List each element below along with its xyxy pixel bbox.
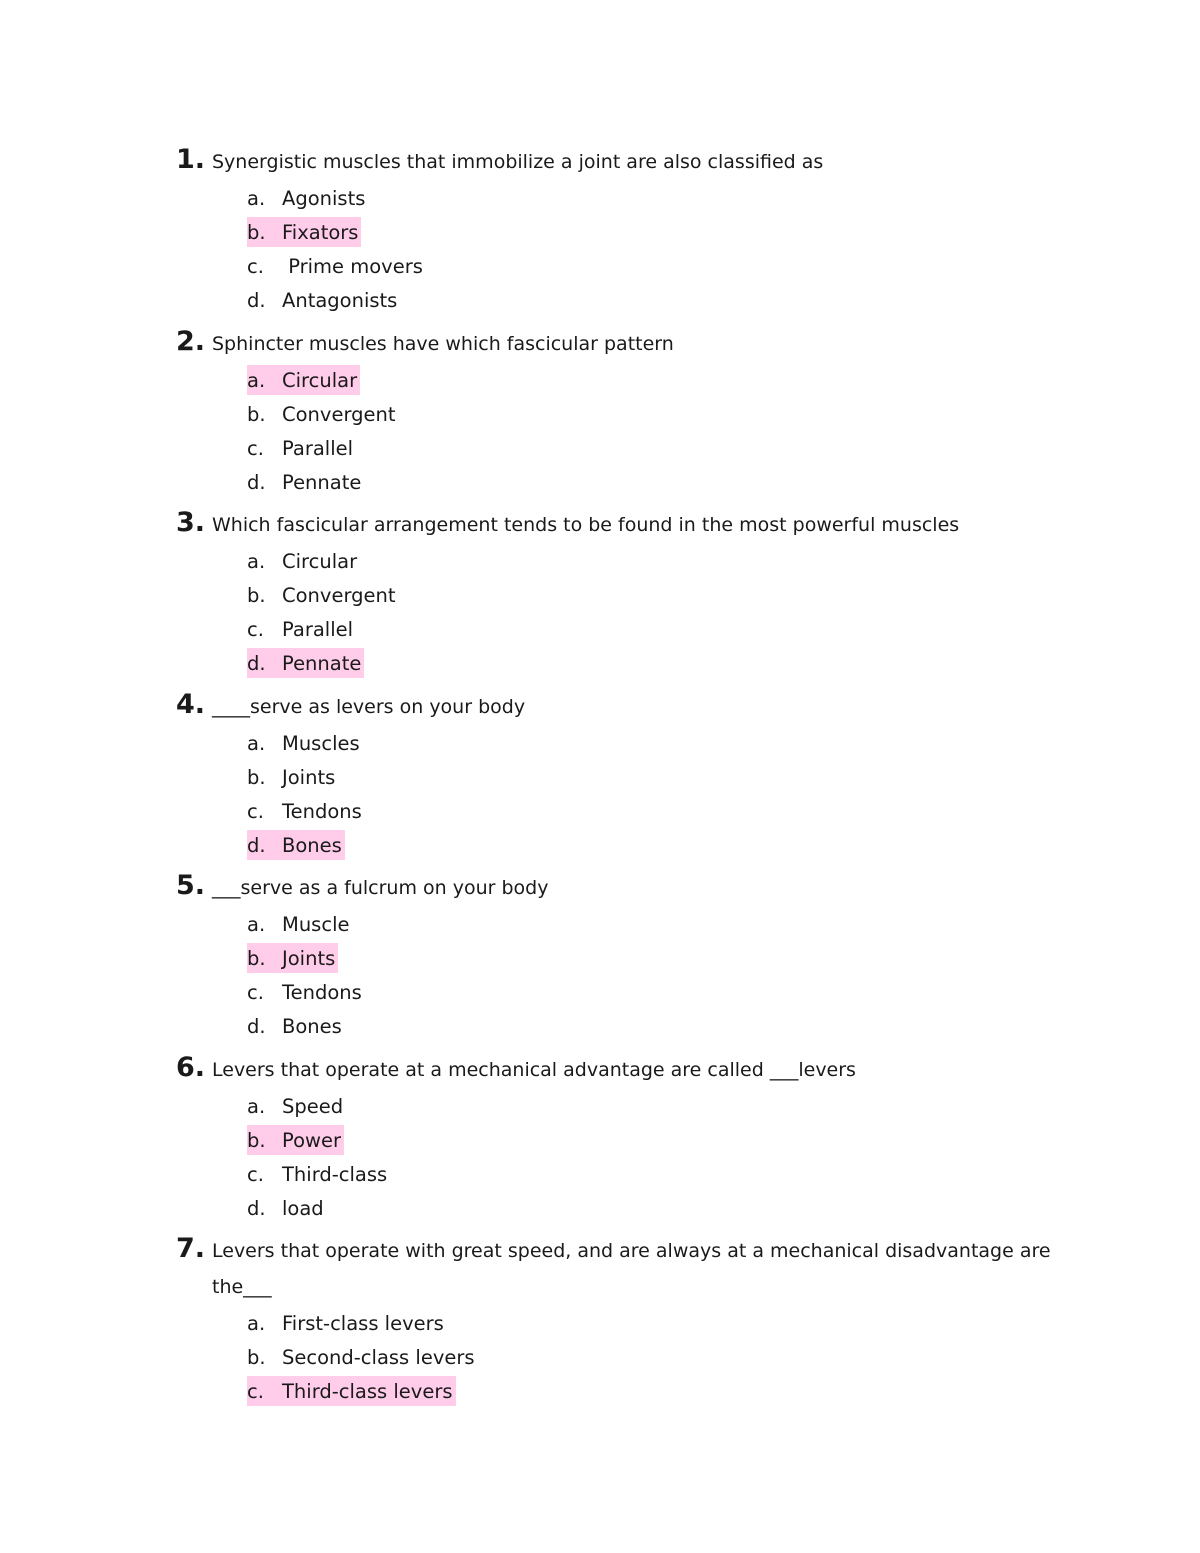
option-letter: a. <box>247 1311 266 1335</box>
answer-options <box>176 907 1076 1043</box>
question-number: 6. <box>176 1052 206 1083</box>
option-text: Pennate <box>282 651 362 675</box>
question-number: 5. <box>176 870 206 901</box>
option-letter: c. <box>247 799 264 823</box>
option-text: Circular <box>282 368 358 392</box>
option-text: Fixators <box>282 220 359 244</box>
answer-option-b[interactable] <box>247 760 1076 794</box>
option-letter: b. <box>247 765 266 789</box>
option-text: First-class levers <box>282 1311 444 1335</box>
answer-option-d[interactable] <box>247 828 1076 862</box>
option-text: Tendons <box>282 799 362 823</box>
option-text: Convergent <box>282 583 396 607</box>
answer-option-d[interactable] <box>247 1009 1076 1043</box>
answer-option-d[interactable] <box>247 283 1076 317</box>
question-number: 2. <box>176 326 206 357</box>
option-letter: b. <box>247 583 266 607</box>
answer-options <box>176 363 1076 499</box>
option-letter: d. <box>247 651 266 675</box>
option-text: Parallel <box>282 436 354 460</box>
answer-option-c[interactable] <box>247 794 1076 828</box>
option-letter: d. <box>247 1014 266 1038</box>
answer-option-a[interactable] <box>247 726 1076 760</box>
option-text: Parallel <box>282 617 354 641</box>
answer-option-b[interactable] <box>247 215 1076 249</box>
option-text: Third-class levers <box>282 1379 453 1403</box>
option-letter: b. <box>247 1128 266 1152</box>
answer-option-c[interactable] <box>247 612 1076 646</box>
option-letter: c. <box>247 980 264 1004</box>
option-text: Agonists <box>282 186 366 210</box>
question-text: ____serve as levers on your body <box>212 696 526 718</box>
answer-option-b[interactable] <box>247 1123 1076 1157</box>
option-letter: c. <box>247 436 264 460</box>
option-text: Convergent <box>282 402 396 426</box>
answer-option-c[interactable] <box>247 431 1076 465</box>
question-text: Sphincter muscles have which fascicular pattern <box>212 333 674 355</box>
answer-option-c[interactable] <box>247 1374 1076 1408</box>
option-text: Power <box>282 1128 341 1152</box>
option-letter: d. <box>247 1196 266 1220</box>
answer-option-a[interactable] <box>247 363 1076 397</box>
option-letter: a. <box>247 731 266 755</box>
option-text: load <box>282 1196 324 1220</box>
option-text: Bones <box>282 1014 342 1038</box>
correct-answer-highlight <box>247 943 338 973</box>
answer-option-c[interactable] <box>247 1157 1076 1191</box>
option-letter: a. <box>247 912 266 936</box>
answer-option-b[interactable] <box>247 397 1076 431</box>
option-text: Antagonists <box>282 288 398 312</box>
question-number: 4. <box>176 689 206 720</box>
answer-option-a[interactable] <box>247 907 1076 941</box>
question-text: Which fascicular arrangement tends to be found in the most powerful muscles <box>212 514 960 536</box>
correct-answer-highlight <box>247 1125 344 1155</box>
answer-option-a[interactable] <box>247 1306 1076 1340</box>
answer-options <box>176 1306 1076 1408</box>
question-number: 1. <box>176 144 206 175</box>
answer-option-a[interactable] <box>247 1089 1076 1123</box>
answer-options <box>176 1089 1076 1225</box>
correct-answer-highlight <box>247 648 364 678</box>
question-1 <box>176 143 1076 317</box>
option-text: Third-class <box>282 1162 388 1186</box>
option-text: Muscle <box>282 912 350 936</box>
answer-option-d[interactable] <box>247 465 1076 499</box>
option-text: Pennate <box>282 470 362 494</box>
option-letter: b. <box>247 1345 266 1369</box>
answer-option-c[interactable] <box>247 975 1076 1009</box>
option-text: Circular <box>282 549 358 573</box>
option-letter: b. <box>247 220 266 244</box>
answer-options <box>176 726 1076 862</box>
option-text: Second-class levers <box>282 1345 475 1369</box>
question-6 <box>176 1051 1076 1225</box>
question-number: 7. <box>176 1233 206 1264</box>
answer-option-d[interactable] <box>247 1191 1076 1225</box>
option-letter: b. <box>247 402 266 426</box>
option-letter: a. <box>247 1094 266 1118</box>
correct-answer-highlight <box>247 830 345 860</box>
question-4 <box>176 688 1076 862</box>
answer-option-b[interactable] <box>247 1340 1076 1374</box>
option-letter: c. <box>247 254 264 278</box>
question-5 <box>176 869 1076 1043</box>
option-letter: d. <box>247 833 266 857</box>
option-letter: d. <box>247 288 266 312</box>
option-text: Joints <box>282 946 336 970</box>
option-text: Speed <box>282 1094 344 1118</box>
question-text: ___serve as a fulcrum on your body <box>212 877 549 899</box>
option-letter: d. <box>247 470 266 494</box>
option-text: Bones <box>282 833 342 857</box>
option-text: Joints <box>282 765 336 789</box>
correct-answer-highlight <box>247 365 360 395</box>
option-text: Tendons <box>282 980 362 1004</box>
option-letter: a. <box>247 368 266 392</box>
option-letter: a. <box>247 186 266 210</box>
option-letter: c. <box>247 1379 264 1403</box>
answer-option-c[interactable] <box>247 249 1076 283</box>
correct-answer-highlight <box>247 217 361 247</box>
question-text: Levers that operate with great speed, and are always at a mechanical disadvantage are <box>212 1240 1051 1262</box>
answer-options <box>176 181 1076 317</box>
question-text-continued: the___ <box>212 1276 272 1298</box>
answer-option-d[interactable] <box>247 646 1076 680</box>
option-text: Muscles <box>282 731 360 755</box>
answer-option-b[interactable] <box>247 578 1076 612</box>
answer-option-a[interactable] <box>247 181 1076 215</box>
answer-option-a[interactable] <box>247 544 1076 578</box>
answer-options <box>176 544 1076 680</box>
question-3 <box>176 506 1076 680</box>
option-letter: b. <box>247 946 266 970</box>
option-letter: a. <box>247 549 266 573</box>
option-text: Prime movers <box>282 254 423 278</box>
question-text: Synergistic muscles that immobilize a joint are also classified as <box>212 151 824 173</box>
question-7 <box>176 1232 1076 1408</box>
option-letter: c. <box>247 1162 264 1186</box>
answer-option-b[interactable] <box>247 941 1076 975</box>
question-2 <box>176 325 1076 499</box>
question-text: Levers that operate at a mechanical advantage are called ___levers <box>212 1059 856 1081</box>
option-letter: c. <box>247 617 264 641</box>
question-number: 3. <box>176 507 206 538</box>
correct-answer-highlight <box>247 1376 456 1406</box>
